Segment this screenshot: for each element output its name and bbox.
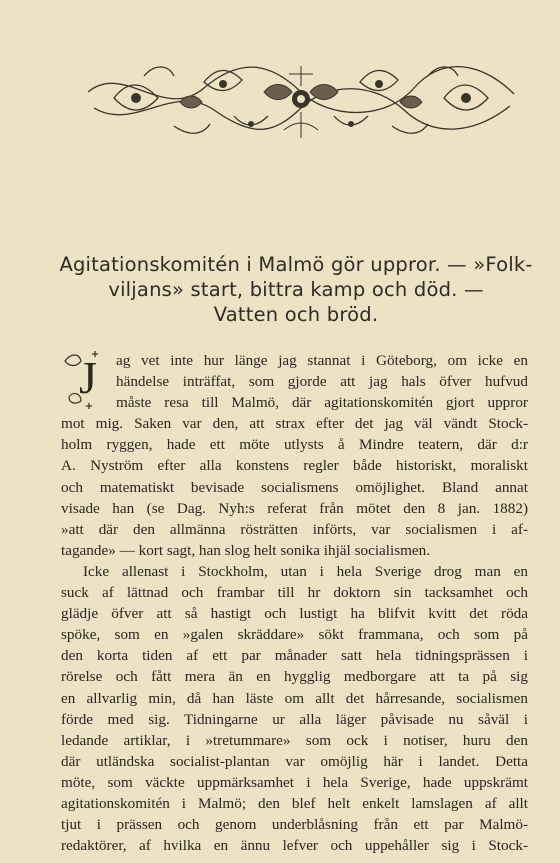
text-line: där utländska socialist-plantan var omöjlig här i landet. Detta [61,752,528,770]
heading-line-1: Agitationskomitén i Malmö gör uppror. — »Folk- [59,253,533,276]
text-line: »att där den allmänna rösträtten införts, var socialismen i af- [61,520,528,538]
text-line: glädje öfver att så hastigt och lustigt ha blifvit kvitt det röda [61,605,528,623]
heading-line-2: viljans» start, bittra kamp och död. — [108,278,484,301]
text-line: rörelse och fått mera än en hygglig medborgare att ta på sig [61,668,528,686]
text-line: måste resa till Malmö, där agitationskomitén gjort uppror [116,394,528,412]
text-line: agitationskomitén i Malmö; den blef helt enkelt lamslagen af allt [61,794,528,812]
text-line: tagande» — kort sagt, han slog helt sonika ihjäl socialismen. [61,541,431,559]
text-line: spöke, som en »galen skräddare» sökt frammana, och som på [61,626,528,644]
text-line: förde med sig. Tidningarne ur alla läger påvisade nu såväl i [61,710,528,728]
text-line: visade han (se Dag. Nyh:s referat från mötet den 8 jan. 1882) [61,499,528,517]
text-line: Icke allenast i Stockholm, utan i hela Sverige drog man en [83,562,528,580]
text-line: A. Nyström efter alla konstens regler både historiskt, moraliskt [61,457,528,475]
text-line: en allvarlig min, då han läste om allt det hårresande, socialismen [61,689,528,707]
heading-line-3: Vatten och bröd. [213,303,379,326]
text-line: ledande artiklar, i »tretummare» som ock i notiser, huru den [61,731,528,749]
paragraph-1 [61,350,528,561]
text-line: ag vet inte hur länge jag stannat i Göteborg, om icke en [116,352,528,369]
text-line: redaktörer, af hvilka en ännu lefver och uppehåller sig i Stock- [61,837,528,855]
text-line: och matematiskt bevisade socialismens omöjlighet. Bland annat [61,478,528,496]
text-line: händelse inträffat, som gjorde att jag hals öfver hufvud [116,373,528,391]
text-line: tjut i prässen och genom underblåsning från ett par Malmö- [61,816,528,834]
drop-cap-letter: J [79,352,97,403]
paragraph-2 [61,561,528,856]
text-line: möte, som väckte uppmärksamhet i hela Sverige, hade uppskrämt [61,773,528,791]
body-text [61,350,528,856]
text-line: holm ryggen, hade ett möte utlysts å Mindre teatern, där d:r [61,436,528,454]
text-line: mot mig. Saken var den, att strax efter det jag väl vändt Stock- [61,415,528,433]
text-line: suck af lättnad och frambar till hr doktorn sin tacksamhet och [61,584,528,602]
floral-ornament-headpiece [84,52,518,146]
chapter-heading [58,252,534,327]
text-line: den korta tiden af ett par månader satt hela tidningsprässen i [61,647,528,665]
